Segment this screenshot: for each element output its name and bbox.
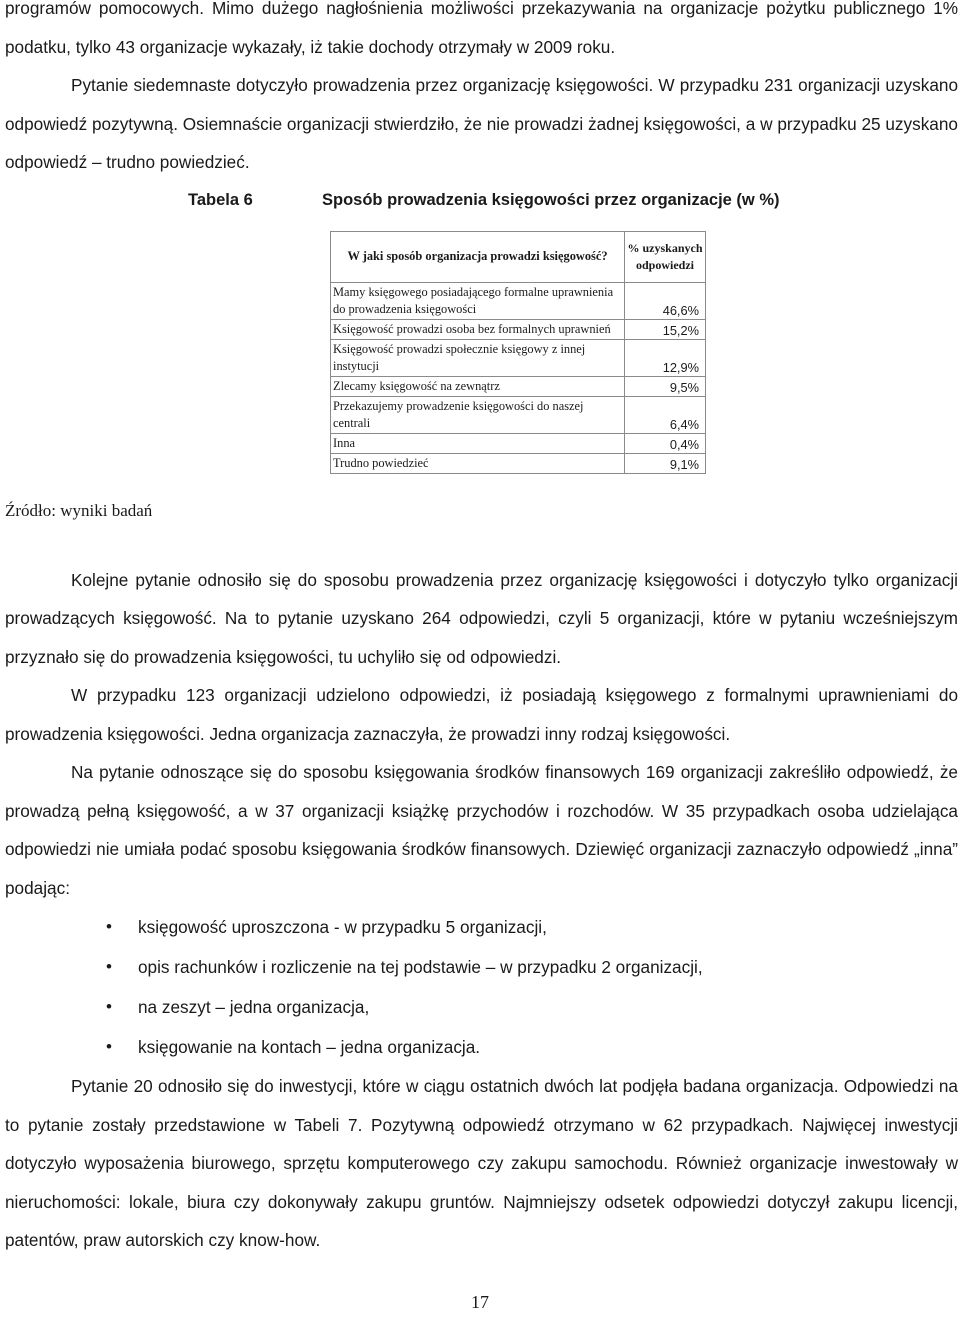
- page-number: 17: [471, 1292, 489, 1312]
- row-value: 9,5%: [625, 376, 706, 396]
- header-percent: % uzyskanych odpowiedzi: [625, 231, 706, 282]
- paragraph-1-tail: programów pomocowych. Mimo dużego nagłośnienia możliwości przekazywania na organizacje pożytku publicznego 1% podatku, tylko 43 organizacje wykazały, iż takie dochody otrzymały w 2009 roku.: [5, 0, 958, 57]
- table-row: [331, 282, 706, 319]
- paragraph-2: Pytanie siedemnaste dotyczyło prowadzenia przez organizację księgowości. W przypadku 231 organizacji uzyskano odpowiedź pozytywną. Osiemnaście organizacji stwierdziło, że nie prowadzi żadnej księgowości, a w przypadku 25 uzyskano odpowiedź – trudno powiedzieć.: [5, 75, 958, 172]
- row-value: 0,4%: [625, 433, 706, 453]
- bullet-list: [5, 907, 958, 1067]
- document-page: [5, 0, 958, 1260]
- bullet-icon: •: [106, 1037, 112, 1056]
- paragraph-5: Na pytanie odnoszące się do sposobu księgowania środków finansowych 169 organizacji zakreśliło odpowiedź, że prowadzą pełną księgowość, a w 37 organizacji książkę przychodów i rozchodów. W 35 przypadkach osoba udzielająca odpowiedzi nie umiała podać sposobu księgowania środków finansowych. Dziewięć organizacji zaznaczyło odpowiedź „inna” podając:: [5, 762, 958, 898]
- table-row: [331, 319, 706, 339]
- table-row: [331, 396, 706, 433]
- row-label: Księgowość prowadzi osoba bez formalnych uprawnień: [331, 319, 625, 339]
- list-item: [5, 987, 958, 1027]
- list-item: [5, 1027, 958, 1067]
- table-title: Sposób prowadzenia księgowości przez organizacje (w %): [322, 190, 780, 209]
- row-value: 6,4%: [625, 396, 706, 433]
- table-row: [331, 433, 706, 453]
- table-row: [331, 339, 706, 376]
- row-value: 46,6%: [625, 282, 706, 319]
- accounting-table: [330, 231, 706, 474]
- paragraph-3: Kolejne pytanie odnosiło się do sposobu prowadzenia przez organizację księgowości i dotyczyło tylko organizacji prowadzących księgowość. Na to pytanie uzyskano 264 odpowiedzi, czyli 5 organizacji, które w pytaniu wcześniejszym przyznało się do prowadzenia księgowości, tu uchyliło się od odpowiedzi.: [5, 569, 958, 667]
- row-label: Przekazujemy prowadzenie księgowości do naszej centrali: [331, 396, 625, 433]
- row-value: 12,9%: [625, 339, 706, 376]
- row-label: Mamy księgowego posiadającego formalne uprawnienia do prowadzenia księgowości: [331, 282, 625, 319]
- list-item-text: księgowanie na kontach – jedna organizacja.: [138, 1037, 481, 1057]
- row-value: 15,2%: [625, 319, 706, 339]
- header-question: W jaki sposób organizacja prowadzi księgowość?: [331, 231, 625, 282]
- table-number: Tabela 6: [188, 190, 253, 209]
- list-item-text: opis rachunków i rozliczenie na tej podstawie – w przypadku 2 organizacji,: [138, 957, 703, 977]
- row-label: Księgowość prowadzi społecznie księgowy z innej instytucji: [331, 339, 625, 376]
- table-row: [331, 453, 706, 473]
- row-label: Zlecamy księgowość na zewnątrz: [331, 376, 625, 396]
- row-value: 9,1%: [625, 453, 706, 473]
- list-item-text: na zeszyt – jedna organizacja,: [138, 997, 370, 1017]
- table-source: Źródło: wyniki badań: [5, 500, 153, 520]
- intro-section: [5, 0, 958, 182]
- table-row: [331, 376, 706, 396]
- row-label: Inna: [331, 433, 625, 453]
- list-item: [5, 907, 958, 947]
- table-wrapper: [5, 231, 958, 491]
- table-header-row: [331, 231, 706, 282]
- list-item: [5, 947, 958, 987]
- paragraph-6: Pytanie 20 odnosiło się do inwestycji, które w ciągu ostatnich dwóch lat podjęła badana organizacja. Odpowiedzi na to pytanie zostały przedstawione w Tabeli 7. Pozytywną odpowiedź otrzymano w 62 przypadkach. Najwięcej inwestycji dotyczyło wyposażenia biurowego, sprzętu komputerowego czy zakupu samochodu. Również organizacje inwestowały w nieruchomości: lokale, biura czy dokonywały zakupu gruntów. Najmniejszy odsetek odpowiedzi dotyczył zakupu licencji, patentów, praw autorskich czy know-how.: [5, 1076, 958, 1250]
- bullet-icon: •: [106, 997, 112, 1016]
- list-item-text: księgowość uproszczona - w przypadku 5 organizacji,: [138, 917, 547, 937]
- paragraph-4: W przypadku 123 organizacji udzielono odpowiedzi, iż posiadają księgowego z formalnymi uprawnieniami do prowadzenia księgowości. Jedna organizacja zaznaczyła, że prowadzi inny rodzaj księgowości.: [5, 685, 958, 744]
- row-label: Trudno powiedzieć: [331, 453, 625, 473]
- bullet-icon: •: [106, 957, 112, 976]
- table-caption: [5, 191, 958, 231]
- bullet-icon: •: [106, 917, 112, 936]
